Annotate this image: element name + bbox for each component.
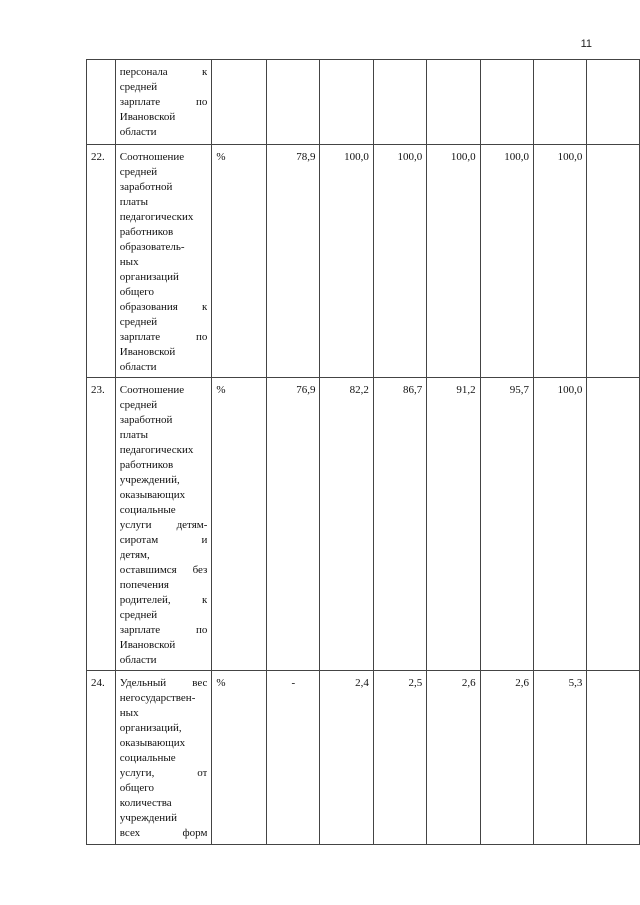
table-row [87, 60, 640, 145]
value-cell: - [267, 671, 320, 845]
value-cell: 100,0 [373, 145, 426, 378]
indicator-name-line: оставшимся без [119, 564, 208, 576]
value-cell: 100,0 [427, 145, 480, 378]
value-cell: 95,7 [480, 378, 533, 671]
indicator-name-line: области [119, 126, 157, 138]
unit-cell [212, 60, 267, 145]
indicator-name-line: образователь- [119, 241, 185, 253]
value-cell: 2,4 [320, 671, 373, 845]
indicator-name-line: зарплате по [119, 624, 208, 636]
indicator-name-line: области [119, 361, 157, 373]
indicator-name-line: услуги, от [119, 767, 208, 779]
unit-cell: % [212, 145, 267, 378]
value-cell: 86,7 [373, 378, 426, 671]
value-cell: 5,3 [533, 671, 586, 845]
indicator-name-line: социальные [119, 504, 176, 516]
indicator-name-line: родителей, к [119, 594, 208, 606]
unit-cell: % [212, 671, 267, 845]
value-cell: 76,9 [267, 378, 320, 671]
value-cell [480, 60, 533, 145]
row-number [87, 60, 116, 145]
value-cell [320, 60, 373, 145]
row-number: 23. [87, 378, 116, 671]
indicator-name-line: всех форм [119, 827, 208, 839]
indicator-name-line: Ивановской [119, 346, 176, 358]
indicator-name [115, 671, 212, 845]
indicator-name-line: Ивановской [119, 111, 176, 123]
indicator-name-line: средней [119, 166, 158, 178]
unit-cell: % [212, 378, 267, 671]
indicator-name-line: ных [119, 707, 139, 719]
indicator-name-line: педагогических [119, 211, 194, 223]
value-cell [427, 60, 480, 145]
indicator-name [115, 60, 212, 145]
indicator-name-line: организаций [119, 271, 179, 283]
indicator-name-line: оказывающих [119, 737, 186, 749]
value-cell: 2,6 [480, 671, 533, 845]
indicator-name-line: персонала к [119, 66, 208, 78]
value-cell [587, 60, 640, 145]
indicator-name-line: общего [119, 286, 154, 298]
value-cell: 100,0 [480, 145, 533, 378]
table-row [87, 145, 640, 378]
indicator-name-line: Соотношение [119, 151, 185, 163]
indicators-table [86, 59, 640, 845]
table-row [87, 378, 640, 671]
indicator-name-line: заработной [119, 181, 173, 193]
indicator-name-line: социальные [119, 752, 176, 764]
indicator-name-line: сиротам и [119, 534, 208, 546]
indicator-name-line: оказывающих [119, 489, 186, 501]
row-number: 22. [87, 145, 116, 378]
indicator-name-line: Удельный вес [119, 677, 208, 689]
value-cell [587, 145, 640, 378]
indicator-name-line: платы [119, 196, 148, 208]
indicator-name-line: негосударствен- [119, 692, 196, 704]
page-number: 11 [580, 38, 592, 50]
indicator-name-line: зарплате по [119, 96, 208, 108]
indicator-name-line: работников [119, 226, 174, 238]
indicator-name-line: средней [119, 81, 158, 93]
indicator-name-line: средней [119, 609, 158, 621]
indicator-name-line: ных [119, 256, 139, 268]
indicator-name-line: платы [119, 429, 148, 441]
value-cell [587, 671, 640, 845]
row-number: 24. [87, 671, 116, 845]
value-cell: 100,0 [533, 378, 586, 671]
indicator-name-line: Ивановской [119, 639, 176, 651]
value-cell: 2,5 [373, 671, 426, 845]
indicator-name-line: общего [119, 782, 154, 794]
value-cell [373, 60, 426, 145]
indicator-name-line: заработной [119, 414, 173, 426]
indicator-name-line: учреждений, [119, 474, 180, 486]
table-row [87, 671, 640, 845]
indicator-name [115, 378, 212, 671]
indicator-name-line: учреждений [119, 812, 177, 824]
indicator-name-line: попечения [119, 579, 169, 591]
value-cell: 78,9 [267, 145, 320, 378]
indicator-name-line: области [119, 654, 157, 666]
value-cell: 82,2 [320, 378, 373, 671]
value-cell: 91,2 [427, 378, 480, 671]
indicator-name-line: образования к [119, 301, 208, 313]
value-cell: 2,6 [427, 671, 480, 845]
indicator-name-line: средней [119, 316, 158, 328]
indicator-name-line: услуги детям- [119, 519, 208, 531]
indicator-name-line: детям, [119, 549, 150, 561]
value-cell: 100,0 [320, 145, 373, 378]
value-cell: 100,0 [533, 145, 586, 378]
value-cell [587, 378, 640, 671]
value-cell [267, 60, 320, 145]
indicator-name-line: Соотношение [119, 384, 185, 396]
indicator-name-line: педагогических [119, 444, 194, 456]
value-cell [533, 60, 586, 145]
indicator-name-line: количества [119, 797, 172, 809]
indicator-name-line: работников [119, 459, 174, 471]
indicator-name-line: средней [119, 399, 158, 411]
indicator-name [115, 145, 212, 378]
indicator-name-line: зарплате по [119, 331, 208, 343]
indicator-name-line: организаций, [119, 722, 182, 734]
